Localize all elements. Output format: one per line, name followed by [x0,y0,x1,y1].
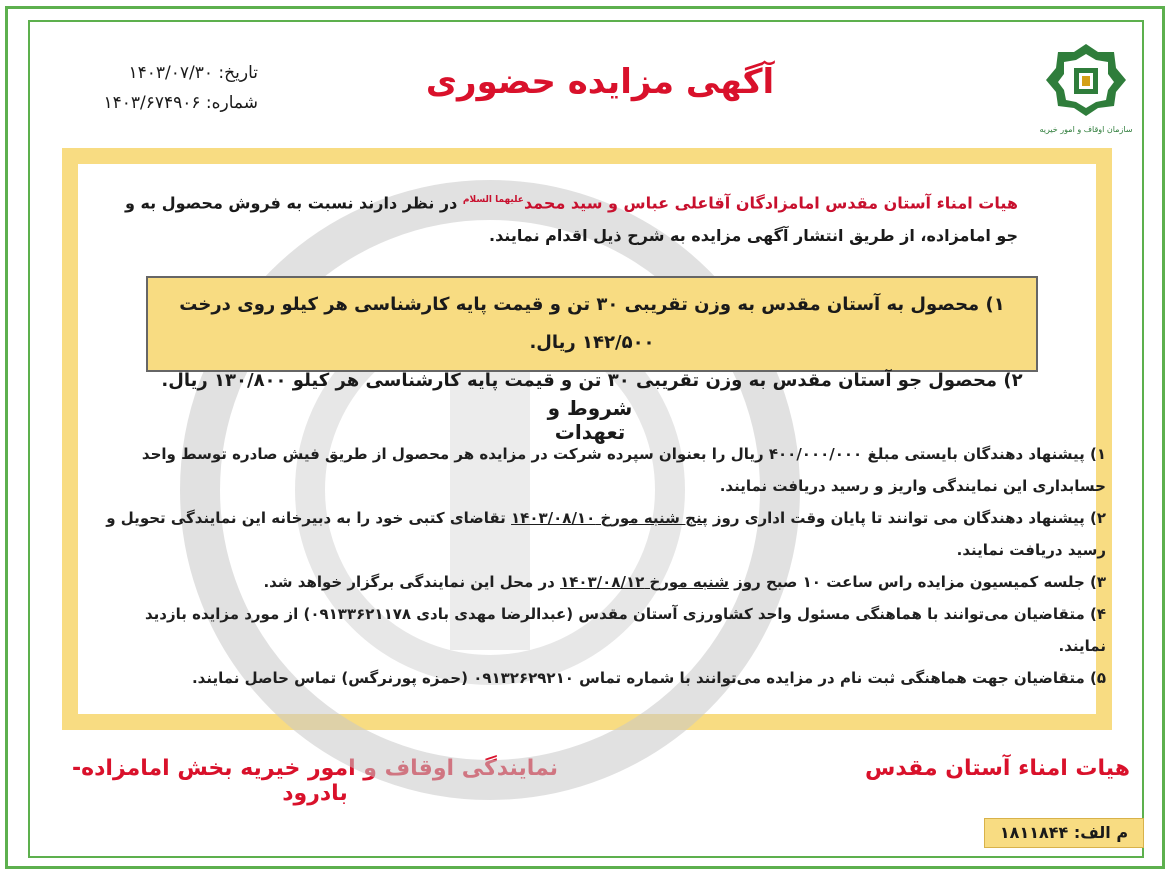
condition-item [94,662,1106,694]
page-title: آگهی مزایده حضوری [425,62,775,102]
awqaf-logo [1036,36,1136,136]
emblem-icon [1036,36,1136,136]
meta-block [48,58,258,118]
condition-highlight: شنبه مورخ ۱۴۰۳/۰۸/۱۲ [560,573,729,591]
logo-caption: سازمان اوقاف و امور خیریه [1039,125,1133,134]
condition-item [94,502,1106,566]
condition-highlight: پنج شنبه مورخ ۱۴۰۳/۰۸/۱۰ [511,509,708,527]
condition-text: ۴) متقاضیان می‌توانند با هماهنگی مسئول واحد کشاورزی آستان مقدس (عبدالرضا مهدی بادی ۰۹۱۳۳۶۲۱۱۷۸) از مورد مزایده بازدید نمایند. [144,605,1106,655]
intro-honorific: علیهما السلام [462,195,524,205]
condition-text: ۱) پیشنهاد دهندگان بایستی مبلغ ۴۰۰/۰۰۰/۰۰۰ ریال را بعنوان سپرده شرکت در مزایده هر محصول از طریق فیش صادره توسط واحد حسابداری این نمایندگی واریز و رسید دریافت نمایند. [141,445,1106,495]
footer-left-signature: نمایندگی اوقاف و امور خیریه بخش امامزاده-بادرود [72,756,558,806]
condition-text: در محل این نمایندگی برگزار خواهد شد. [263,573,561,591]
conditions-list [94,438,1106,694]
product-item: ۲) محصول جو آستان مقدس به وزن تقریبی ۳۰ تن و قیمت پایه کارشناسی هر کیلو ۱۳۰/۸۰۰ ریال. [161,370,1023,391]
condition-text: تقاضای کتبی خود را به دبیرخانه این نمایندگی تحویل و رسید دریافت نمایند. [106,509,1106,559]
date-label: تاریخ: ۱۴۰۳/۰۷/۳۰ [128,63,258,83]
condition-text: ۵) متقاضیان جهت هماهنگی ثبت نام در مزایده می‌توانند با شماره تماس ۰۹۱۳۲۶۲۹۲۱۰ (حمزه پورنرگس) تماس حاصل نمایند. [191,669,1106,687]
condition-text: ۲) پیشنهاد دهندگان می توانند تا پایان وقت اداری روز [707,509,1106,527]
number-label: شماره: ۱۴۰۳/۶۷۴۹۰۶ [103,93,258,113]
conditions-title: شروط و تعهدات [547,396,633,444]
product-item: ۱) محصول به آستان مقدس به وزن تقریبی ۳۰ تن و قیمت پایه کارشناسی هر کیلو روی درخت ۱۴۲/۵۰۰ ریال. [179,294,1005,353]
intro-org-name: هیات امناء آستان مقدس امامزادگان آقاعلی عباس و سید محمد [523,193,1018,213]
reference-code: م الف: ۱۸۱۱۸۴۴ [984,818,1144,848]
products-box [146,276,1038,391]
condition-item [94,598,1106,662]
intro-paragraph [98,184,1018,252]
condition-item [94,566,1106,598]
intro-body: در نظر دارند نسبت به فروش محصول به و جو امامزاده، از طریق انتشار آگهی مزایده به شرح ذیل اقدام نمایند. [124,193,1018,246]
footer-right-signature: هیات امناء آستان مقدس [865,756,1130,781]
condition-text: ۳) جلسه کمیسیون مزایده راس ساعت ۱۰ صبح روز [728,573,1106,591]
condition-item [94,438,1106,502]
